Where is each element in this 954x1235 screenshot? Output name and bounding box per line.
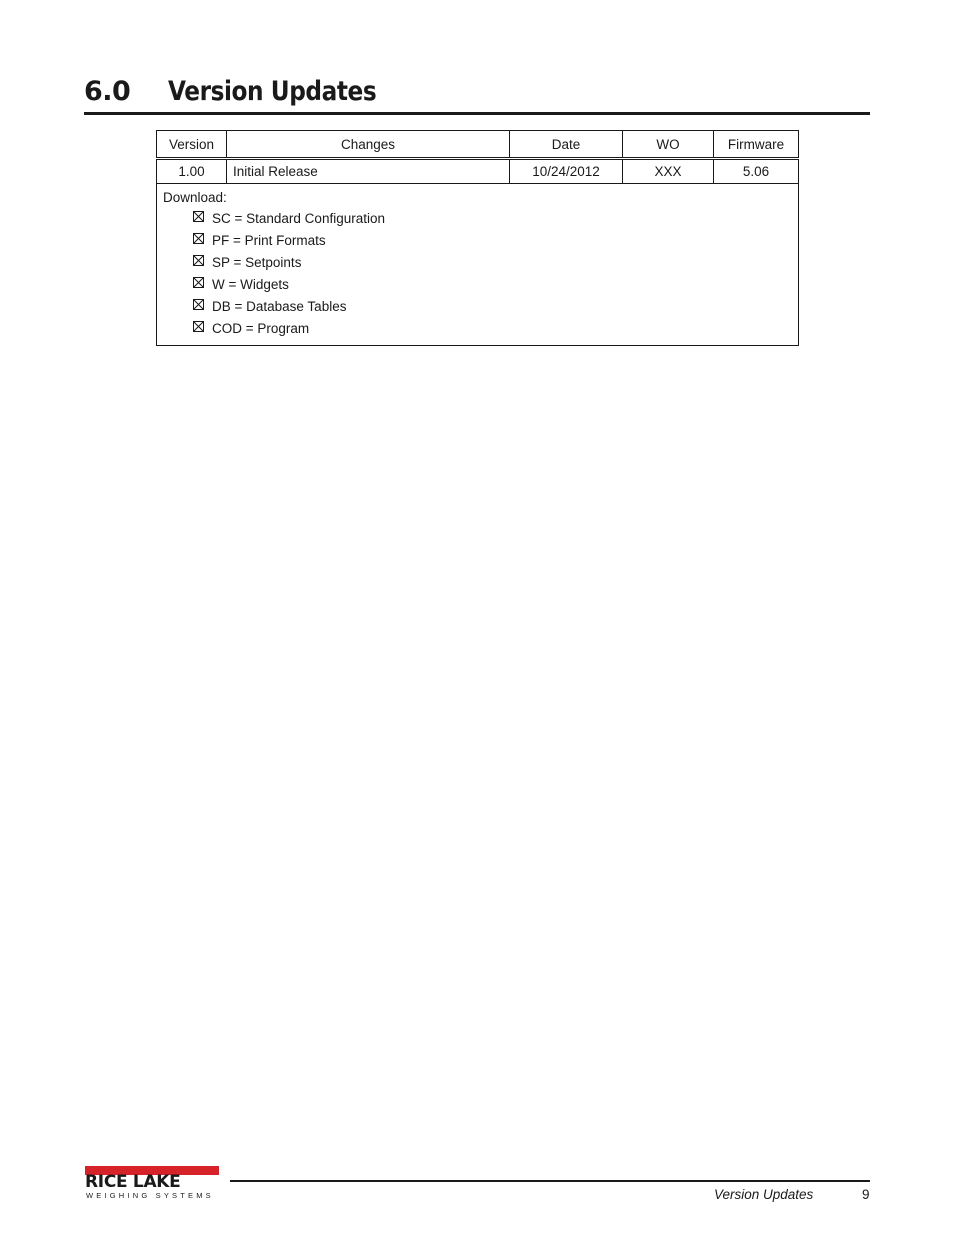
checked-box-icon bbox=[193, 299, 204, 310]
cell-date: 10/24/2012 bbox=[510, 159, 623, 184]
download-item-text: W = Widgets bbox=[212, 277, 289, 292]
checked-box-icon bbox=[193, 233, 204, 244]
download-item-text: SC = Standard Configuration bbox=[212, 211, 385, 226]
download-item-text: COD = Program bbox=[212, 321, 310, 336]
download-item-db bbox=[193, 296, 792, 318]
checked-box-icon bbox=[193, 255, 204, 266]
rice-lake-logo bbox=[85, 1166, 221, 1200]
column-header-date: Date bbox=[510, 131, 623, 159]
checked-box-icon bbox=[193, 321, 204, 332]
cell-version: 1.00 bbox=[157, 159, 227, 184]
logo-tagline: WEIGHING SYSTEMS bbox=[86, 1191, 214, 1200]
checked-box-icon bbox=[193, 277, 204, 288]
download-item-text: DB = Database Tables bbox=[212, 299, 347, 314]
section-number: 6.0 bbox=[84, 76, 131, 107]
download-item-cod bbox=[193, 318, 792, 340]
version-table bbox=[156, 130, 799, 346]
table-row bbox=[157, 159, 799, 184]
column-header-firmware: Firmware bbox=[714, 131, 799, 159]
column-header-wo: WO bbox=[623, 131, 714, 159]
section-title: Version Updates bbox=[168, 76, 377, 107]
cell-changes: Initial Release bbox=[227, 159, 510, 184]
cell-firmware: 5.06 bbox=[714, 159, 799, 184]
download-item-text: PF = Print Formats bbox=[212, 233, 326, 248]
column-header-version: Version bbox=[157, 131, 227, 159]
download-item-sc bbox=[193, 208, 792, 230]
footer-divider bbox=[230, 1180, 870, 1182]
section-heading bbox=[84, 72, 870, 115]
download-item-sp bbox=[193, 252, 792, 274]
download-item-pf bbox=[193, 230, 792, 252]
download-label: Download: bbox=[163, 190, 227, 205]
page-number: 9 bbox=[862, 1187, 870, 1202]
download-item-w bbox=[193, 274, 792, 296]
table-header-row bbox=[157, 131, 799, 159]
logo-wordmark: RICE LAKE bbox=[85, 1172, 181, 1192]
cell-wo: XXX bbox=[623, 159, 714, 184]
download-list bbox=[163, 208, 792, 340]
download-cell bbox=[157, 184, 799, 346]
footer-section-title: Version Updates bbox=[714, 1187, 814, 1202]
checked-box-icon bbox=[193, 211, 204, 222]
download-item-text: SP = Setpoints bbox=[212, 255, 302, 270]
column-header-changes: Changes bbox=[227, 131, 510, 159]
download-row bbox=[157, 184, 799, 346]
